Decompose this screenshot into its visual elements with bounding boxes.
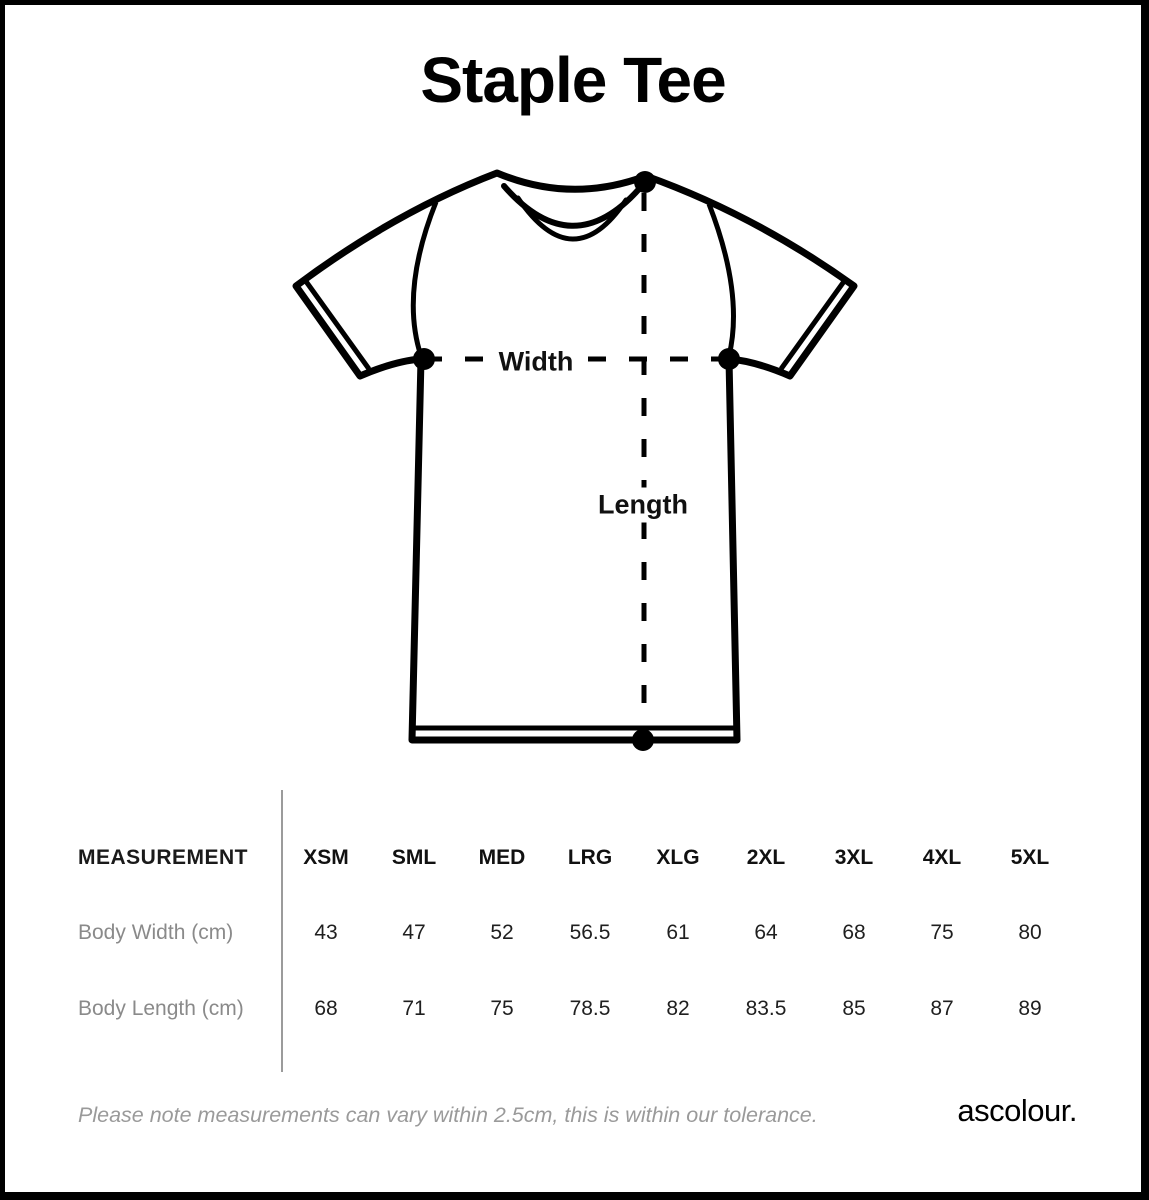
body-width-value: 64 bbox=[754, 921, 778, 944]
width-right-dot bbox=[718, 348, 740, 370]
size-col-header: LRG bbox=[567, 846, 613, 869]
table-header-row bbox=[5, 843, 1125, 873]
body-length-value: 71 bbox=[402, 997, 426, 1020]
size-col-header: XSM bbox=[303, 846, 349, 869]
width-dimension-label: Width bbox=[489, 345, 584, 380]
row-label: Body Width (cm) bbox=[78, 921, 234, 944]
body-length-value: 85 bbox=[842, 997, 866, 1020]
body-length-value: 75 bbox=[490, 997, 514, 1020]
body-width-value: 61 bbox=[666, 921, 690, 944]
body-length-value: 68 bbox=[314, 997, 338, 1020]
collar-point-dot bbox=[634, 171, 656, 193]
body-width-value: 68 bbox=[842, 921, 866, 944]
length-dimension-label: Length bbox=[588, 488, 698, 523]
hem-point-dot bbox=[632, 729, 654, 751]
width-left-dot bbox=[413, 348, 435, 370]
body-width-value: 43 bbox=[314, 921, 338, 944]
size-col-header: 4XL bbox=[922, 846, 962, 869]
body-length-value: 83.5 bbox=[745, 997, 787, 1020]
tolerance-note: Please note measurements can vary within 2.5cm, this is within our tolerance. bbox=[78, 1103, 818, 1127]
body-length-value: 82 bbox=[666, 997, 690, 1020]
table-row bbox=[5, 918, 1125, 948]
body-length-value: 89 bbox=[1018, 997, 1042, 1020]
size-col-header: 3XL bbox=[834, 846, 874, 869]
size-col-header: XLG bbox=[656, 846, 700, 869]
size-col-header: MED bbox=[478, 846, 526, 869]
size-col-header: 5XL bbox=[1010, 846, 1050, 869]
body-width-value: 80 bbox=[1018, 921, 1042, 944]
measurement-column-header: MEASUREMENT bbox=[78, 846, 249, 869]
body-width-value: 47 bbox=[402, 921, 426, 944]
body-width-value: 52 bbox=[490, 921, 514, 944]
body-length-value: 87 bbox=[930, 997, 954, 1020]
page-title: Staple Tee bbox=[420, 44, 726, 116]
row-label: Body Length (cm) bbox=[78, 997, 244, 1020]
size-col-header: 2XL bbox=[746, 846, 786, 869]
brand-logo: ascolour. bbox=[957, 1093, 1077, 1128]
tshirt-diagram bbox=[285, 140, 865, 765]
body-length-value: 78.5 bbox=[569, 997, 611, 1020]
body-width-value: 75 bbox=[930, 921, 954, 944]
tshirt-outline bbox=[296, 173, 854, 740]
body-width-value: 56.5 bbox=[569, 921, 611, 944]
size-col-header: SML bbox=[391, 846, 437, 869]
table-row bbox=[5, 994, 1125, 1024]
